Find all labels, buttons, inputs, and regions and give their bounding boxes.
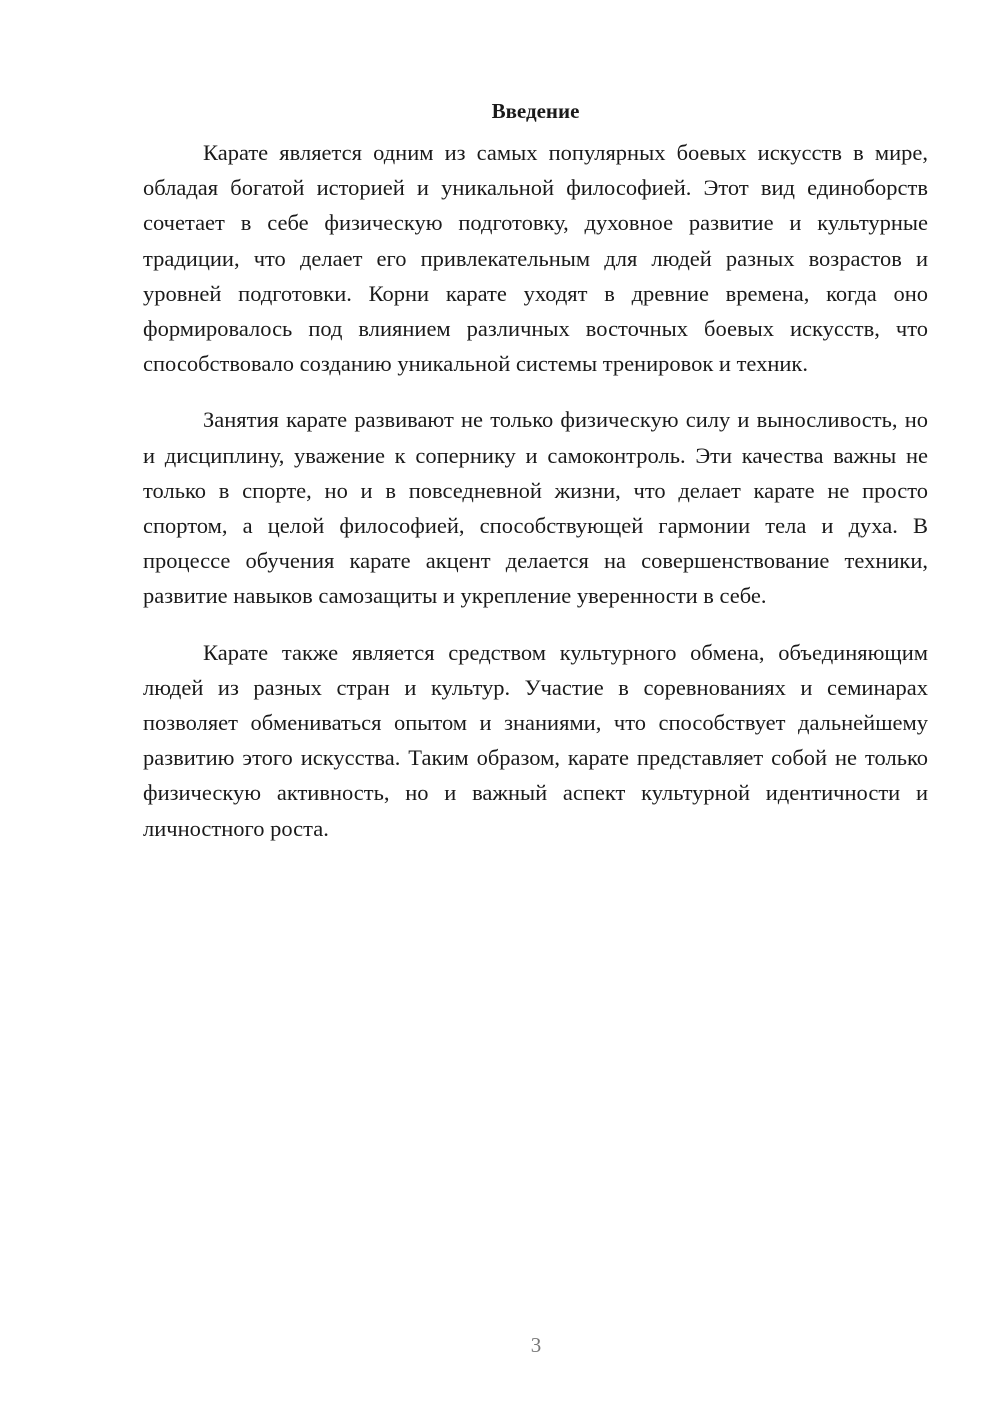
document-body bbox=[143, 95, 928, 867]
paragraph-1: Карате является одним из самых популярных боевых искусств в мире, обладая богатой историей и уникальной философией. Этот вид единоборств сочетает в себе физическую подготовку, духовное развитие и культурные традиции, что делает его привлекательным для людей разных возрастов и уровней подготовки. Корни карате уходят в древние времена, когда оно формировалось под влиянием различных восточных боевых искусств, что способствовало созданию уникальной системы тренировок и техник. bbox=[143, 140, 928, 377]
page-number: 3 bbox=[530, 1333, 542, 1357]
paragraph-3: Карате также является средством культурного обмена, объединяющим людей из разных стран и культур. Участие в соревнованиях и семинарах позволяет обмениваться опытом и знаниями, что способствует дальнейшему развитию этого искусства. Таким образом, карате представляет собой не только физическую активность, но и важный аспект культурной идентичности и личностного роста. bbox=[143, 639, 928, 841]
section-heading: Введение bbox=[491, 99, 580, 123]
paragraph-2: Занятия карате развивают не только физическую силу и выносливость, но и дисциплину, уважение к сопернику и самоконтроль. Эти качества важны не только в спорте, но и в повседневной жизни, что делает карате не просто спортом, а целой философией, способствующей гармонии тела и духа. В процессе обучения карате акцент делается на совершенствование техники, развитие навыков самозащиты и укрепление уверенности в себе. bbox=[143, 407, 928, 609]
